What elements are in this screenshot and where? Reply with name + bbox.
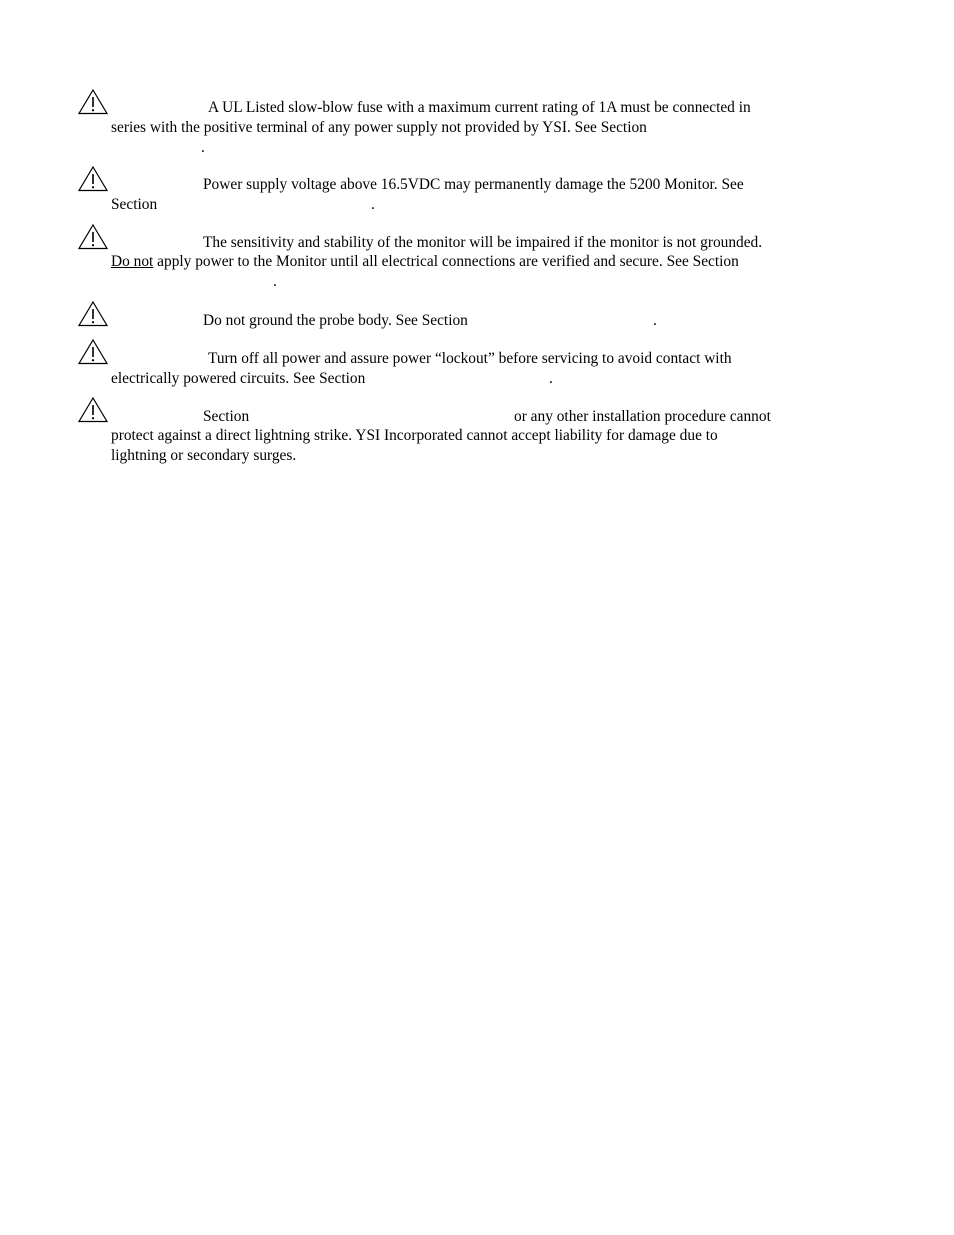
warning-text-line: electrically powered circuits. See Section [111,370,366,387]
warning-text-line: protect against a direct lightning strike. YSI Incorporated cannot accept liability for damage due to [111,427,718,444]
warning-text-line: . [653,312,657,329]
warning-triangle-icon [78,224,108,250]
warning-text-line: . [201,139,205,156]
warning-text-line: lightning or secondary surges. [111,447,297,464]
warning-text-line: or any other installation procedure cannot [514,408,771,425]
warning-text-line: . [549,370,553,387]
warning-text-continuation: apply power to the Monitor until all electrical connections are verified and secure. See Section [153,253,739,270]
warning-triangle-icon [78,166,108,192]
warning-triangle-icon [78,339,108,365]
warning-text-line: Power supply voltage above 16.5VDC may permanently damage the 5200 Monitor. See [203,176,744,193]
warning-text-line: The sensitivity and stability of the monitor will be impaired if the monitor is not grounded. [203,234,763,251]
warning-triangle-icon [78,301,108,327]
warning-text-line: Section [203,408,250,425]
emphasis-underline: Do not [111,253,154,270]
warning-text-line: A UL Listed slow-blow fuse with a maximum current rating of 1A must be connected in [208,99,751,116]
warning-text-line: Section [111,196,158,213]
warning-text-line: . [371,196,375,213]
warning-triangle-icon [78,89,108,115]
warning-text-line: Do not ground the probe body. See Section [203,312,468,329]
warning-text-line: . [273,273,277,290]
warning-text-line: Turn off all power and assure power “lockout” before servicing to avoid contact with [208,350,732,367]
warning-text-line [111,252,739,272]
warning-triangle-icon [78,397,108,423]
warning-text-line: series with the positive terminal of any power supply not provided by YSI. See Section [111,119,647,136]
